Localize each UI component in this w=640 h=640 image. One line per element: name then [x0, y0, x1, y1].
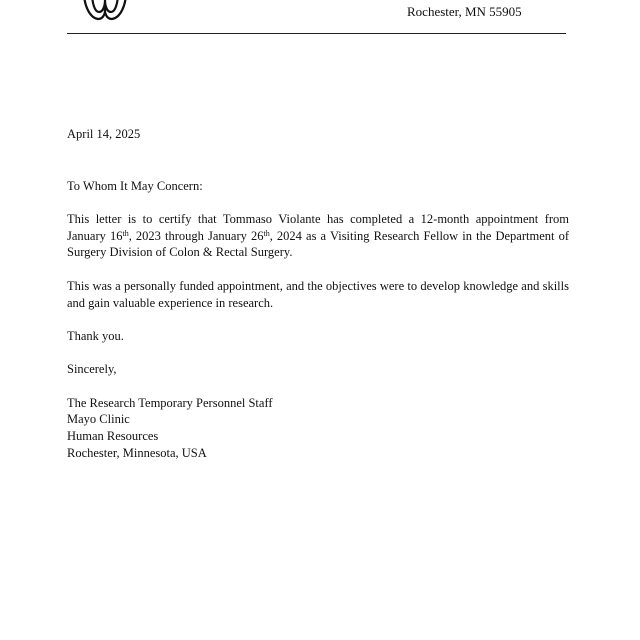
date-end-text: , 2023 through January 26: [128, 228, 264, 243]
signature-line-3: Human Resources: [67, 429, 159, 443]
paragraph-1-line-2: [67, 228, 569, 245]
header-divider: [67, 33, 566, 34]
paragraph-2-line-2: and gain valuable experience in research.: [67, 295, 274, 310]
ordinal-suffix: th: [122, 228, 129, 238]
mayo-clinic-logo-icon: [80, 0, 130, 22]
letter-paragraph-2: [67, 278, 569, 311]
paragraph-1-line-3: Surgery Division of Colon & Rectal Surgery.: [67, 245, 293, 260]
date-start-text: January 16: [67, 228, 123, 243]
paragraph-2-line-1: This was a personally funded appointment, and the objectives were to develop knowledge and skills: [67, 279, 569, 293]
signature-line-1: The Research Temporary Personnel Staff: [67, 396, 273, 410]
header-address: Rochester, MN 55905: [407, 4, 522, 19]
letter-closing: Sincerely,: [67, 362, 117, 376]
signature-line-2: Mayo Clinic: [67, 412, 130, 426]
letter-paragraph-1: [67, 211, 569, 261]
letter-thanks: Thank you.: [67, 329, 124, 343]
letter-date: April 14, 2025: [67, 127, 141, 141]
signature-line-4: Rochester, Minnesota, USA: [67, 446, 207, 460]
ordinal-suffix: th: [263, 228, 270, 238]
paragraph-1-line-1: This letter is to certify that Tommaso Violante has completed a 12-month appointment from: [67, 212, 569, 226]
letter-salutation: To Whom It May Concern:: [67, 179, 203, 193]
fellowship-text: , 2024 as a Visiting Research Fellow in the Department of: [269, 228, 569, 243]
